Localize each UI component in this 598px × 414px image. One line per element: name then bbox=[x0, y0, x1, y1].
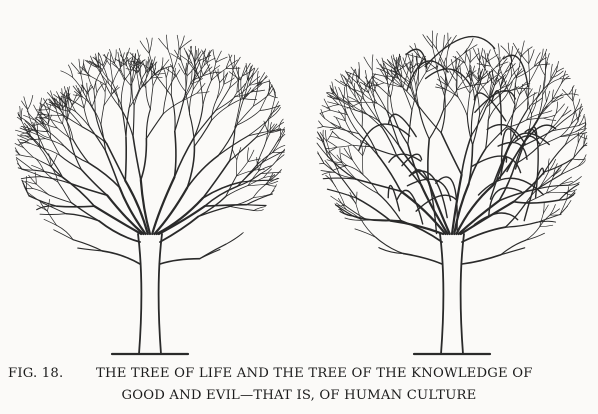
branch bbox=[246, 63, 247, 79]
branch bbox=[238, 174, 261, 187]
branch bbox=[150, 86, 153, 109]
branch bbox=[329, 174, 335, 187]
branch bbox=[341, 127, 354, 135]
branch bbox=[175, 131, 176, 177]
branch bbox=[348, 96, 360, 102]
trunk-outline bbox=[461, 234, 465, 354]
branch bbox=[62, 89, 63, 100]
branch bbox=[537, 221, 556, 222]
branch bbox=[216, 57, 228, 62]
branch bbox=[500, 59, 507, 70]
caption-line-1 bbox=[8, 364, 533, 383]
branch bbox=[319, 121, 324, 127]
branch bbox=[372, 55, 373, 70]
branch bbox=[419, 107, 441, 133]
branch bbox=[133, 137, 141, 180]
branch bbox=[81, 60, 84, 74]
branch bbox=[133, 53, 134, 65]
branch bbox=[113, 67, 121, 84]
branch bbox=[573, 89, 576, 101]
branch bbox=[351, 104, 366, 113]
branch bbox=[560, 206, 567, 214]
branch bbox=[512, 46, 513, 61]
branch bbox=[464, 39, 474, 54]
branch bbox=[501, 84, 510, 88]
branch bbox=[562, 90, 573, 102]
branch bbox=[137, 73, 139, 89]
branch bbox=[100, 60, 107, 73]
branch bbox=[493, 47, 499, 60]
branch bbox=[248, 148, 249, 162]
branch bbox=[125, 138, 126, 181]
branch bbox=[477, 95, 479, 116]
branch bbox=[257, 77, 267, 86]
branch bbox=[545, 90, 546, 102]
branch bbox=[462, 135, 472, 175]
branch bbox=[514, 200, 560, 203]
branch bbox=[22, 101, 28, 110]
branch bbox=[373, 74, 387, 77]
branch bbox=[514, 78, 516, 105]
branch bbox=[529, 50, 534, 64]
branch bbox=[256, 114, 271, 137]
branch bbox=[411, 89, 419, 109]
branch bbox=[353, 145, 363, 155]
branch bbox=[388, 88, 389, 114]
branch bbox=[364, 57, 372, 70]
branch bbox=[190, 47, 194, 62]
branch bbox=[254, 207, 266, 211]
branch bbox=[479, 48, 482, 61]
branch bbox=[318, 127, 323, 129]
branch bbox=[561, 177, 572, 184]
branch bbox=[544, 79, 560, 89]
branch bbox=[28, 95, 33, 109]
branch bbox=[506, 203, 527, 227]
branch bbox=[217, 84, 224, 99]
branch bbox=[357, 198, 391, 221]
branch bbox=[539, 63, 545, 75]
branch bbox=[27, 192, 43, 203]
branch bbox=[498, 44, 499, 60]
branch bbox=[200, 250, 220, 259]
branch bbox=[134, 86, 142, 106]
branch bbox=[461, 202, 514, 234]
branch bbox=[327, 105, 339, 108]
branch bbox=[190, 90, 194, 115]
branch bbox=[76, 112, 90, 127]
branch bbox=[43, 203, 66, 214]
trunk-outline bbox=[440, 234, 444, 354]
branch bbox=[110, 53, 111, 65]
branch bbox=[376, 91, 389, 114]
branch bbox=[61, 71, 73, 78]
branch bbox=[569, 94, 578, 95]
branch bbox=[515, 99, 526, 110]
branch bbox=[185, 75, 186, 92]
branch bbox=[146, 88, 151, 109]
branch bbox=[146, 114, 163, 139]
branch bbox=[339, 87, 344, 98]
branch bbox=[337, 145, 352, 147]
branch bbox=[237, 111, 260, 126]
branch bbox=[324, 99, 330, 110]
branch bbox=[186, 91, 190, 114]
branch bbox=[45, 139, 65, 147]
branch bbox=[560, 124, 571, 136]
branch bbox=[486, 120, 489, 149]
branch bbox=[441, 133, 462, 175]
branch bbox=[102, 251, 140, 264]
branch bbox=[347, 166, 363, 175]
branch bbox=[197, 92, 209, 93]
branch bbox=[270, 102, 279, 119]
branch bbox=[560, 199, 567, 214]
branch bbox=[218, 69, 220, 83]
caption-text-1: THE TREE OF LIFE AND THE TREE OF THE KNOWLEDGE OF bbox=[96, 366, 533, 381]
branch bbox=[49, 195, 72, 203]
branch bbox=[94, 206, 141, 234]
branch bbox=[403, 254, 442, 264]
branch bbox=[114, 50, 116, 64]
branch bbox=[340, 139, 352, 146]
branch bbox=[141, 139, 147, 180]
branch bbox=[32, 188, 49, 195]
branch bbox=[40, 214, 66, 215]
branch bbox=[248, 150, 254, 162]
branch bbox=[321, 109, 325, 118]
branch bbox=[133, 106, 134, 137]
branch bbox=[351, 67, 360, 78]
trunk-outline bbox=[159, 234, 163, 354]
branch bbox=[573, 159, 586, 160]
branch bbox=[36, 184, 49, 195]
branch bbox=[179, 40, 191, 50]
branch bbox=[436, 33, 437, 49]
branch bbox=[352, 160, 363, 175]
branch bbox=[574, 143, 579, 158]
branch bbox=[344, 148, 352, 160]
branch bbox=[25, 188, 33, 189]
branch bbox=[408, 145, 421, 186]
trunk-outline bbox=[138, 234, 142, 354]
branch bbox=[552, 90, 554, 103]
branch bbox=[260, 106, 280, 111]
branch bbox=[126, 52, 127, 65]
branch bbox=[501, 240, 526, 254]
branch bbox=[114, 63, 124, 80]
branch bbox=[260, 93, 269, 111]
branch bbox=[561, 107, 568, 117]
branch bbox=[333, 166, 347, 171]
branch bbox=[462, 255, 501, 264]
branch bbox=[184, 48, 189, 59]
branch bbox=[97, 84, 103, 92]
branch bbox=[146, 72, 148, 88]
branch bbox=[268, 120, 269, 131]
branch bbox=[33, 140, 43, 149]
branch bbox=[160, 259, 200, 264]
branch bbox=[171, 96, 175, 132]
branch bbox=[546, 91, 549, 102]
branch bbox=[322, 172, 335, 175]
branch bbox=[264, 143, 277, 162]
branch bbox=[272, 139, 280, 152]
branch bbox=[63, 109, 64, 124]
branch bbox=[145, 61, 146, 73]
branch bbox=[121, 80, 124, 104]
branch bbox=[243, 99, 257, 100]
branch bbox=[355, 179, 401, 191]
branch bbox=[546, 192, 564, 193]
branch bbox=[246, 205, 266, 206]
branch bbox=[553, 164, 557, 177]
branch bbox=[132, 82, 134, 106]
branch bbox=[27, 111, 35, 121]
branch bbox=[528, 49, 529, 64]
branch bbox=[363, 142, 367, 156]
branch bbox=[48, 118, 63, 123]
branch bbox=[540, 225, 553, 227]
figure-label: FIG. 18. bbox=[8, 366, 64, 381]
branch bbox=[21, 177, 42, 179]
branch bbox=[569, 85, 574, 94]
branch bbox=[526, 233, 545, 240]
branch bbox=[88, 64, 92, 75]
branch bbox=[428, 139, 429, 181]
branch bbox=[355, 178, 378, 194]
branch bbox=[345, 121, 353, 136]
branch bbox=[467, 93, 470, 116]
branch bbox=[318, 152, 324, 164]
branch bbox=[149, 38, 152, 53]
branch bbox=[328, 141, 337, 147]
branch bbox=[235, 106, 253, 126]
branch bbox=[155, 74, 172, 96]
branch bbox=[573, 101, 578, 121]
branch bbox=[235, 92, 251, 97]
branch bbox=[446, 48, 448, 68]
branch bbox=[69, 111, 82, 127]
branch bbox=[229, 72, 241, 81]
branch bbox=[473, 116, 480, 146]
branch bbox=[167, 35, 169, 50]
branch bbox=[129, 85, 131, 108]
branch bbox=[110, 65, 112, 83]
branch bbox=[361, 219, 376, 237]
branch bbox=[54, 230, 73, 240]
branch bbox=[49, 105, 51, 116]
branch bbox=[391, 81, 394, 97]
branch bbox=[216, 88, 230, 111]
branch bbox=[529, 64, 530, 83]
branch bbox=[573, 143, 588, 159]
branch bbox=[550, 209, 560, 215]
branch bbox=[36, 109, 49, 110]
branch bbox=[347, 115, 359, 134]
branch bbox=[561, 158, 574, 175]
branch bbox=[355, 229, 376, 238]
branch bbox=[101, 106, 104, 125]
branch bbox=[26, 176, 27, 192]
branch bbox=[163, 93, 167, 114]
branch bbox=[269, 95, 278, 98]
branch bbox=[230, 206, 254, 210]
branch bbox=[323, 178, 355, 179]
branch bbox=[373, 77, 384, 83]
caption-line-2: GOOD AND EVIL—THAT IS, OF HUMAN CULTURE bbox=[121, 388, 477, 403]
branch bbox=[171, 54, 181, 61]
branch bbox=[72, 94, 77, 106]
branch bbox=[170, 64, 176, 76]
branch bbox=[177, 35, 179, 49]
branch bbox=[228, 92, 237, 106]
branch bbox=[205, 205, 247, 206]
branch bbox=[458, 97, 467, 116]
branch bbox=[119, 48, 123, 61]
branch bbox=[177, 76, 186, 91]
branch bbox=[543, 115, 555, 118]
branch bbox=[484, 50, 486, 62]
branch bbox=[561, 71, 565, 84]
branch bbox=[213, 49, 216, 62]
branch bbox=[58, 182, 71, 203]
branch bbox=[21, 109, 22, 121]
tree-of-knowledge bbox=[317, 31, 587, 354]
tree-of-life bbox=[15, 35, 285, 354]
